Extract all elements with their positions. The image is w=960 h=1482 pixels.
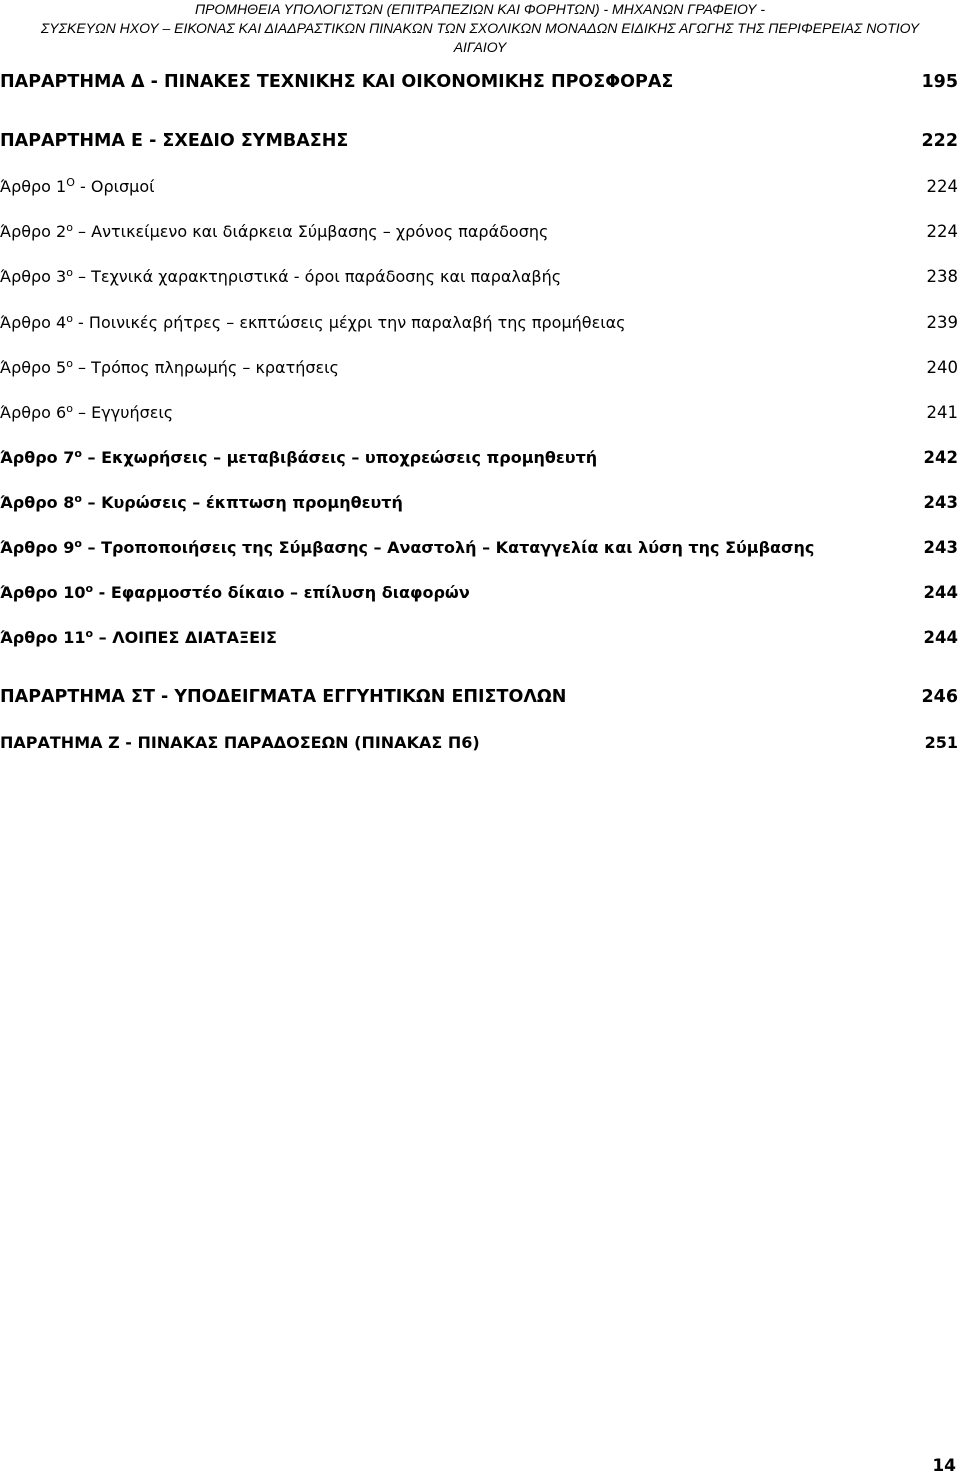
toc-entry-page: 240 <box>926 358 958 377</box>
header-line-2: ΣΥΣΚΕΥΩΝ ΗΧΟΥ – ΕΙΚΟΝΑΣ ΚΑΙ ΔΙΑΔΡΑΣΤΙΚΩΝ ΠΙΝΑΚΩΝ ΤΩΝ ΣΧΟΛΙΚΩΝ ΜΟΝΑΔΩΝ ΕΙΔΙΚΗΣ ΑΓΩΓΗΣ ΤΗΣ ΠΕΡΙΦΕΡΕΙΑΣ ΝΟΤΙΟΥ <box>40 20 920 36</box>
toc-entry-page: 242 <box>923 448 958 467</box>
toc-entry-title: ΠΑΡΑΤΗΜΑ Ζ - ΠΙΝΑΚΑΣ ΠΑΡΑΔΟΣΕΩΝ (ΠΙΝΑΚΑΣ Π6) <box>0 733 480 752</box>
toc-entry-page: 243 <box>923 493 958 512</box>
toc-entry-page: 244 <box>923 628 958 647</box>
toc-entry-article-2[interactable] <box>0 222 960 246</box>
toc-entry-page: 243 <box>923 538 958 557</box>
toc-entry-page: 246 <box>921 687 958 707</box>
toc-entry-page: 222 <box>921 131 958 151</box>
toc-entry-title: ΠΑΡΑΡΤΗΜΑ ΣΤ - ΥΠΟΔΕΙΓΜΑΤΑ ΕΓΓΥΗΤΙΚΩΝ ΕΠΙΣΤΟΛΩΝ <box>0 687 567 707</box>
toc-entry-title: Άρθρο $2^o$ – Αντικείμενο και διάρκεια Σύμβασης – χρόνος παράδοσης <box>0 221 549 241</box>
toc-entry-title: Άρθρο $7^o$ – Εκχωρήσεις – μεταβιβάσεις – υποχρεώσεις προμηθευτή <box>0 447 598 467</box>
toc-entry-page: 238 <box>926 267 958 286</box>
toc-entry-article-4[interactable] <box>0 313 960 337</box>
toc-entry-page: 224 <box>926 177 958 196</box>
toc-entry-title: ΠΑΡΑΡΤΗΜΑ Δ - ΠΙΝΑΚΕΣ ΤΕΧΝΙΚΗΣ ΚΑΙ ΟΙΚΟΝΟΜΙΚΗΣ ΠΡΟΣΦΟΡΑΣ <box>0 72 674 92</box>
toc-entry-appendix-z[interactable] <box>0 733 960 757</box>
toc-entry-page: 195 <box>921 72 958 92</box>
toc-entry-page: 244 <box>923 583 958 602</box>
toc-entry-article-8[interactable] <box>0 493 960 517</box>
toc-entry-article-9[interactable] <box>0 538 960 562</box>
toc-entry-article-1[interactable] <box>0 177 960 201</box>
toc-entry-page: 224 <box>926 222 958 241</box>
toc-entry-title: Άρθρο $8^o$ – Κυρώσεις – έκπτωση προμηθευτή <box>0 492 403 512</box>
toc-entry-title: Άρθρο $3^o$ – Τεχνικά χαρακτηριστικά - όροι παράδοσης και παραλαβής <box>0 266 562 286</box>
toc-entry-appendix-e[interactable] <box>0 131 960 155</box>
toc-entry-title: ΠΑΡΑΡΤΗΜΑ Ε - ΣΧΕΔΙΟ ΣΥΜΒΑΣΗΣ <box>0 131 349 151</box>
toc-entry-title: Άρθρο $4^o$ - Ποινικές ρήτρες – εκπτώσεις μέχρι την παραλαβή της προμήθειας <box>0 312 626 332</box>
toc-entry-title: Άρθρο $9^o$ – Τροποποιήσεις της Σύμβασης – Αναστολή – Καταγγελία και λύση της Σύμβασης <box>0 537 815 557</box>
header-line-1: ΠΡΟΜΗΘΕΙΑ ΥΠΟΛΟΓΙΣΤΩΝ (ΕΠΙΤΡΑΠΕΖΙΩΝ ΚΑΙ ΦΟΡΗΤΩΝ) - ΜΗΧΑΝΩΝ ΓΡΑΦΕΙΟΥ - <box>194 1 766 17</box>
toc-entry-article-6[interactable] <box>0 403 960 427</box>
toc-entry-page: 251 <box>924 733 958 752</box>
toc-entry-article-7[interactable] <box>0 448 960 472</box>
toc-entry-title: Άρθρο $1^O$ - Ορισμοί <box>0 176 155 196</box>
toc-entry-appendix-st[interactable] <box>0 687 960 711</box>
header-line-3: ΑΙΓΑΙΟΥ <box>453 39 507 55</box>
toc-entry-article-3[interactable] <box>0 267 960 291</box>
toc-entry-title: Άρθρο $6^o$ – Εγγυήσεις <box>0 402 174 422</box>
toc-entry-article-5[interactable] <box>0 358 960 382</box>
toc-entry-title: Άρθρο $5^o$ – Τρόπος πληρωμής – κρατήσεις <box>0 357 339 377</box>
toc-entry-page: 239 <box>926 313 958 332</box>
toc-entry-page: 241 <box>926 403 958 422</box>
toc-entry-article-10[interactable] <box>0 583 960 607</box>
page-number: 14 <box>932 1456 956 1476</box>
toc-entry-appendix-d[interactable] <box>0 72 960 96</box>
toc-entry-title: Άρθρο $10^o$ - Εφαρμοστέο δίκαιο – επίλυση διαφορών <box>0 582 470 602</box>
toc-entry-article-11[interactable] <box>0 628 960 652</box>
running-header <box>0 0 960 57</box>
toc-entry-title: Άρθρο $11^o$ – ΛΟΙΠΕΣ ΔΙΑΤΑΞΕΙΣ <box>0 627 277 647</box>
